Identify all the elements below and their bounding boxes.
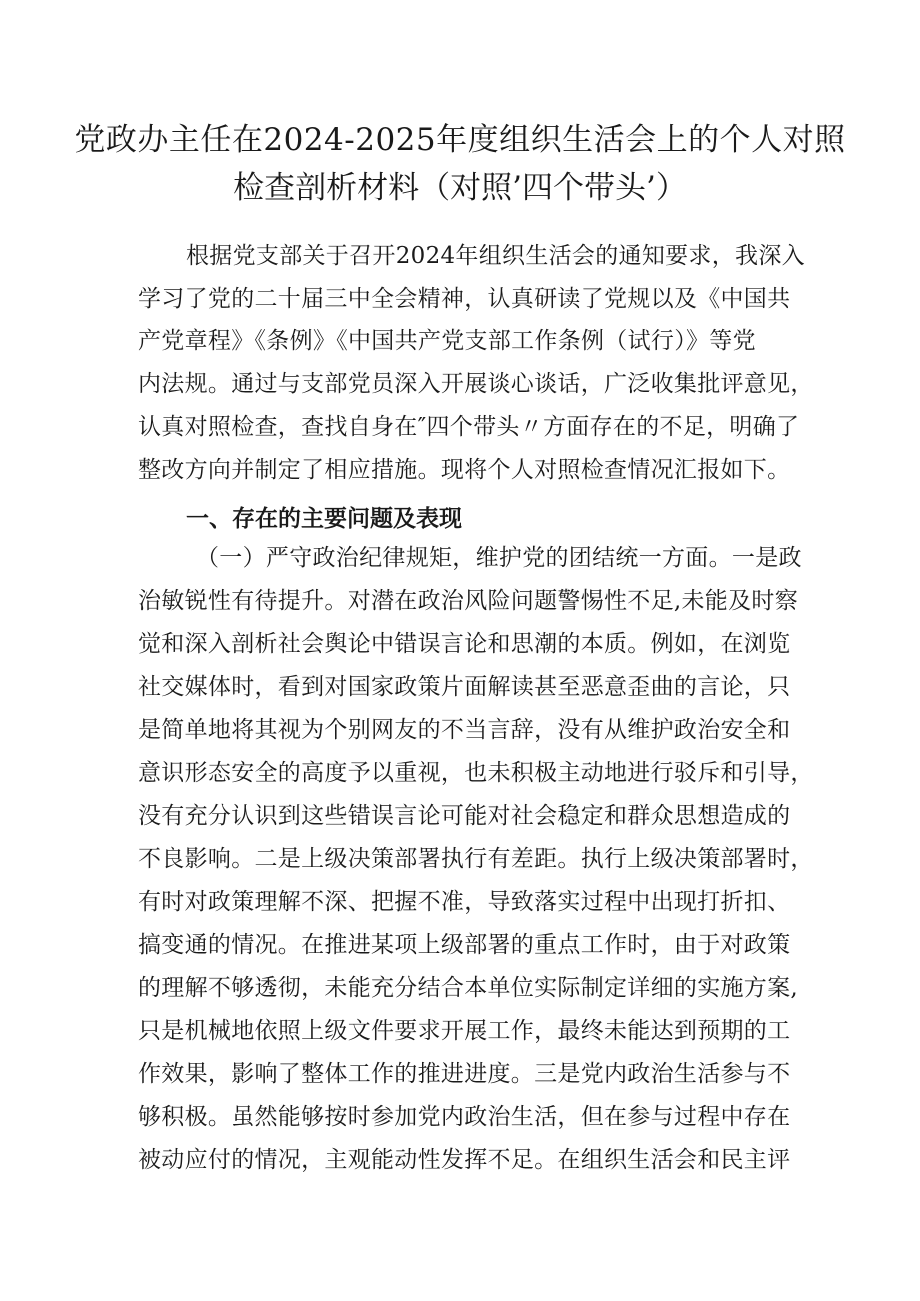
body-line: 是简单地将其视为个别网友的不当言辞，没有从维护政治安全和 xyxy=(138,717,791,743)
intro-line: 认真对照检查，查找自身在″四个带头〃方面存在的不足，明确了 xyxy=(138,414,800,440)
body-line: 没有充分认识到这些错误言论可能对社会稳定和群众思想造成的 xyxy=(138,803,791,829)
intro-line: 学习了党的二十届三中全会精神，认真研读了党规以及《中国共 xyxy=(138,286,791,312)
intro-line: 整改方向并制定了相应措施。现将个人对照检查情况汇报如下。 xyxy=(138,457,791,483)
body-line: 搞变通的情况。在推进某项上级部署的重点工作时，由于对政策 xyxy=(138,932,791,958)
body-line: 够积极。虽然能够按时参加党内政治生活，但在参与过程中存在 xyxy=(138,1104,791,1130)
intro-line: 产党章程》《条例》《中国共产党支部工作条例（试行）》等党 xyxy=(138,328,756,354)
document-title-line-1: 党政办主任在2024-2025年度组织生活会上的个人对照 xyxy=(74,122,846,158)
body-line: 只是机械地依照上级文件要求开展工作，最终未能达到预期的工 xyxy=(138,1018,791,1044)
body-line: 的理解不够透彻，未能充分结合本单位实际制定详细的实施方案, xyxy=(138,975,799,1001)
body-line: 被动应付的情况，主观能动性发挥不足。在组织生活会和民主评 xyxy=(138,1147,791,1173)
body-line: 觉和深入剖析社会舆论中错误言论和思潮的本质。例如，在浏览 xyxy=(138,631,791,657)
intro-line: 根据党支部关于召开2024年组织生活会的通知要求，我深入 xyxy=(186,243,805,269)
body-line: 治敏锐性有待提升。对潜在政治风险问题警惕性不足,未能及时察 xyxy=(138,588,799,614)
body-line: 有时对政策理解不深、把握不准，导致落实过程中出现打折扣、 xyxy=(138,889,791,915)
body-line: 作效果，影响了整体工作的推进进度。三是党内政治生活参与不 xyxy=(138,1061,791,1087)
document-title-line-2: 检查剖析材料（对照’四个带头’） xyxy=(233,170,687,206)
section-heading: 一、存在的主要问题及表现 xyxy=(186,506,462,532)
body-line: 不良影响。二是上级决策部署执行有差距。执行上级决策部署时， xyxy=(138,846,814,872)
body-line: （一）严守政治纪律规矩，维护党的团结统一方面。一是政 xyxy=(196,545,802,571)
body-line: 意识形态安全的高度予以重视，也未积极主动地进行驳斥和引导， xyxy=(138,760,814,786)
intro-line: 内法规。通过与支部党员深入开展谈心谈话，广泛收集批评意见， xyxy=(138,371,814,397)
body-line: 社交媒体时，看到对国家政策片面解读甚至恶意歪曲的言论，只 xyxy=(138,674,791,700)
